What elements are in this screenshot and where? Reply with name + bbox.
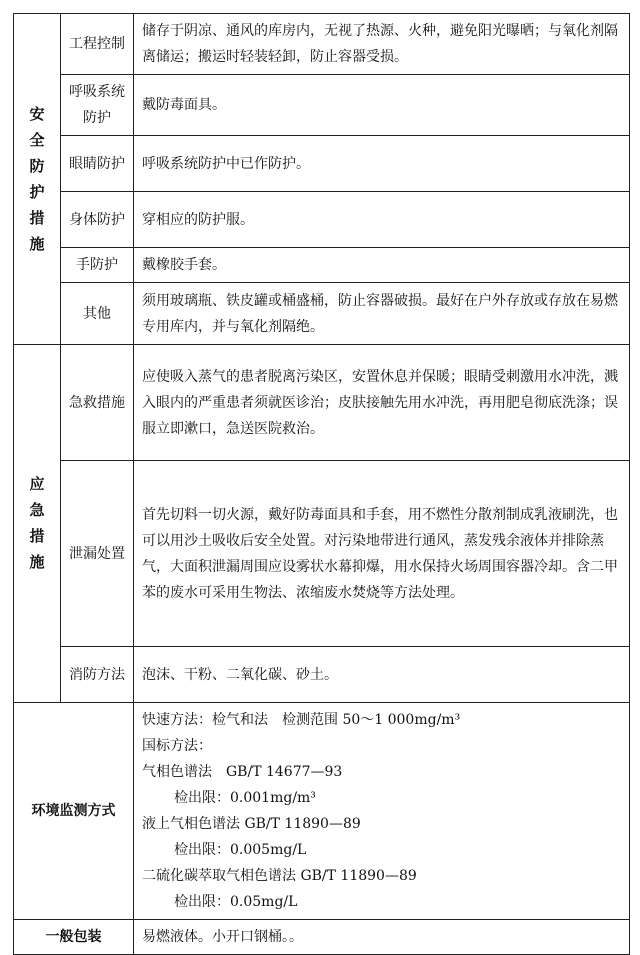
packaging-label: 一般包装 [14, 920, 134, 955]
row-text-hand: 戴橡胶手套。 [134, 248, 630, 283]
table-row [14, 136, 630, 192]
monitoring-line: 二硫化碳萃取气相色谱法 GB/T 11890—89 [142, 868, 417, 884]
row-text-body: 穿相应的防护服。 [134, 192, 630, 248]
monitoring-line: 检出限：0.05mg/L [174, 894, 298, 910]
row-label-respiratory: 呼吸系统防护 [61, 75, 134, 136]
row-text-eye: 呼吸系统防护中已作防护。 [134, 136, 630, 192]
monitoring-line: 国标方法： [142, 738, 212, 754]
monitoring-line: 快速方法：检气和法 检测范围 50～1 000mg/m³ [142, 712, 461, 728]
row-text-first-aid: 应使吸入蒸气的患者脱离污染区，安置休息并保暖；眼睛受刺激用水冲洗，溅入眼内的严重患者须就医诊治；皮肤接触先用水冲洗，再用肥皂彻底洗涤；误服立即漱口，急送医院救治。 [134, 345, 630, 461]
msds-table [13, 13, 630, 955]
table-row [14, 283, 630, 345]
row-label-leak: 泄漏处置 [61, 461, 134, 647]
table-row [14, 703, 630, 920]
table-row [14, 647, 630, 703]
row-text-firefighting: 泡沫、干粉、二氧化碳、砂土。 [134, 647, 630, 703]
table-row [14, 14, 630, 75]
table-row [14, 461, 630, 647]
row-text-leak: 首先切料一切火源，戴好防毒面具和手套，用不燃性分散剂制成乳液刷洗，也可以用沙土吸收后安全处置。对污染地带进行通风，蒸发残余液体并排除蒸气，大面积泄漏周围应设雾状水幕抑爆，用水保持火场周围容器冷却。含二甲苯的废水可采用生物法、浓缩废水焚烧等方法处理。 [134, 461, 630, 647]
table-row [14, 920, 630, 955]
monitoring-line: 检出限：0.001mg/m³ [174, 790, 316, 806]
table-row [14, 192, 630, 248]
monitoring-text [134, 703, 630, 920]
row-text-engineering-control: 储存于阴凉、通风的库房内，无视了热源、火种，避免阳光曝晒；与氧化剂隔离储运；搬运时轻装轻卸，防止容器受损。 [134, 14, 630, 75]
row-label-eye: 眼睛防护 [61, 136, 134, 192]
table-row [14, 75, 630, 136]
row-label-first-aid: 急救措施 [61, 345, 134, 461]
monitoring-label: 环境监测方式 [14, 703, 134, 920]
packaging-text: 易燃液体。小开口钢桶。。 [134, 920, 630, 955]
row-label-engineering-control: 工程控制 [61, 14, 134, 75]
category-safety [14, 14, 61, 345]
category-emergency-label: 应急措施 [29, 475, 45, 571]
monitoring-line: 气相色谱法 GB/T 14677—93 [142, 764, 343, 780]
row-label-body: 身体防护 [61, 192, 134, 248]
row-label-other: 其他 [61, 283, 134, 345]
row-label-hand: 手防护 [61, 248, 134, 283]
monitoring-line: 检出限：0.005mg/L [174, 842, 307, 858]
monitoring-line: 液上气相色谱法 GB/T 11890—89 [142, 816, 361, 832]
category-safety-label: 安全防护措施 [29, 104, 45, 253]
table-row [14, 248, 630, 283]
row-label-firefighting: 消防方法 [61, 647, 134, 703]
row-text-respiratory: 戴防毒面具。 [134, 75, 630, 136]
category-emergency [14, 345, 61, 703]
row-text-other: 须用玻璃瓶、铁皮罐或桶盛桶，防止容器破损。最好在户外存放或存放在易燃专用库内，并与氧化剂隔绝。 [134, 283, 630, 345]
table-row [14, 345, 630, 461]
